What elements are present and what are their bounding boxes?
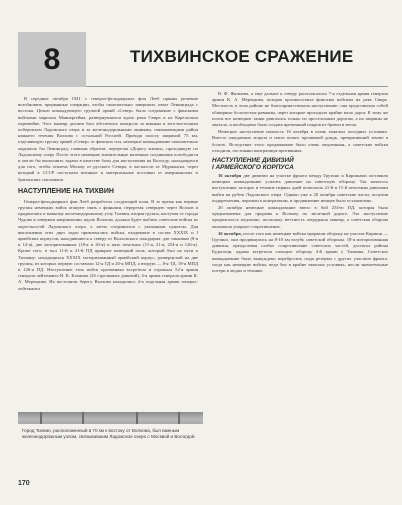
- photo-detail: [40, 412, 42, 424]
- page-number: 170: [18, 480, 30, 487]
- date-lead-2: 16 октября,: [218, 230, 242, 236]
- subheading-line-1: НАСТУПЛЕНИЕ ДИВИЗИЙ: [212, 157, 294, 165]
- subheading-line-2: I АРМЕЙСКОГО КОРПУСА: [212, 164, 294, 172]
- right-paragraph-5: [212, 231, 388, 274]
- left-column: [18, 96, 198, 293]
- right-paragraph-4: 20 октября немецкое командование ввело в бой 254-ю ПД, которая была предназначена для прорыва к Волхову по железной дороге. Это наступление продвигалось медленно, поскольку местность затрудняла маневр, а советская оборона оказывала упорное сопротивление.: [212, 205, 388, 229]
- tikhvin-photo: [18, 412, 203, 424]
- subheading: [212, 157, 388, 171]
- right-paragraph-3-text: две дивизии на участке фронта между Грузино и Киришами заставили немецкое командование усилить давление на советскую оборону. Так началось наступление, которое в течение первых дней позволило 21-й и 11-й пехотным дивизиям выйти на рубеж Ладожского озера. Однако уже к 20 октября советские части, получив подкрепления, перешли к контратакам, и продвижение немцев было остановлено.: [212, 173, 388, 203]
- right-paragraph-1: В. Ф. Яковлева, а еще дальше к северу располагались 7-я отдельная армия генерала армии К. А. Мерецкова, которая противостояла финским войскам на реке Свирь. Местность в этом районе не благоприятствовала наступлению: она представляла собой обширные болотистые равнины, через которые проходило крайне мало дорог. К тому же почти все немецкие танки двигались только по проселочным дорогам, а их ширины не хватало, и необходимо было создать временный покров из бревен и веток.: [212, 91, 388, 128]
- right-paragraph-3: [212, 173, 388, 204]
- intro-paragraph: В середине октября 1941 г. генерал-фельдмаршал фон Лееб принял решение возобновить прерванные операции, чтобы окончательно завершить охват Ленинграда с востока. Целью командующего группой армий «Север» было соединение с финскими войсками маршала Маннергейма, развернувшихся вдоль реки Свирь и на Карельском перешейке. Этот маневр должен был обеспечить контроль за южным и юго-восточным побережьем Ладожского озера и за железнодорожными линиями, связывающими район нижнего течения Волхова с остальной Россией. Проводя полосу шириной 75 км, отделяющую группу армий «Север» от финских сил, немецкое командование окончательно окружило бы Ленинград, главным образом, перерезая «Дорогу жизни», проходящую по Ладожскому озеру. После этого немецкие значительные наземные соединения освободятся и могли бы выполнить задачи в качестве базы для наступления на Вологду, находящуюся для того, чтобы отвлечь Москву от русского Севера, в частности от Мурманска, через который в СССР поступали военные и материальные поставки от американских и британских союзников.: [18, 96, 198, 182]
- section-heading: НАСТУПЛЕНИЕ НА ТИХВИН: [18, 187, 114, 195]
- date-lead-1: 16 октября: [218, 173, 242, 179]
- chapter-number-box: [18, 32, 86, 87]
- photo-caption: Город Тихвин, расположенный в 70 км к востоку от Волхова, был важным железнодорожным узлом, связывавшим Ладожское озеро с Москвой и Вологдой.: [22, 428, 196, 439]
- photo-detail: [136, 412, 138, 424]
- chapter-number: 8: [43, 43, 61, 76]
- photo-detail: [82, 412, 84, 424]
- header-rule: [86, 86, 388, 87]
- right-paragraph-2: Немецкое наступление началось 16 октября в очень тяжелых погодных условиях. Вместо ожидаемых мороза и снега пошел проливной дождь, превративший землю в болото. Вследствие этого продвижение было очень медленным, а советские войска отходили, постоянно контратакуя противника.: [212, 129, 388, 153]
- right-paragraph-5-text: после того как немецкие войска прорвали оборону на участке Кириши — Грузино, они продвинулись на 8-10 км вглубь советской обороны. 18-я моторизованная дивизия, преодолевая слабое сопротивление советских частей, достигла района Будогощи, однако встретила сильную оборону 4-й армии у Тихвина. Советское командование было вынуждено перебросить сюда резервы с других участков фронта, тогда как немецкие войска, ведя бои в крайне тяжелых условиях, несли значительные потери в людях и технике.: [212, 230, 388, 274]
- photo-detail: [178, 412, 180, 424]
- body-paragraph: Генерал-фельдмаршал фон Лееб разработал следующий план. В то время как первые группы немецких войск атакуют связь с финнами, перерезая северную через Волхов и продвигаясь к важному железнодорожному узлу Тихвин, вторая группа, наступая от города Чудово в северном направлении, вдоль Волхова, должна будет выбить советские войска из окрестностей Ладожского озера, а затем соединиться с указанным пунктом. Для выполнения этих двух задач привлекались войска, входившие в состав XXXIX и I армейских корпусов, находившиеся к северу от Волховского плацдарма: две танковые (8-я и 12-я), две моторизованные (18-я и 20-я) и пять пехотных (11-я, 21-я, 254-я и 126-я). Кроме того, в тыл 11-й и 21-й ПД прикрыт немецкий полк, который был на пути к Тихвину: находящихся XXXIX моторизованный армейский корпус, развернутый на две группы, из которых первую составили 12-я ТД и 20-я МПД, а вторую — 8-я ТД, 18-я МПД и 126-я ПД. Наступление этих войск противника встретила и отражала 52-я армия генерала-лейтенанта Н. К. Клыкова (26 стрелковых дивизий), 4-я армия генерала армии К. А. Мерецкова. На восточном берегу Волхова находились 4-я отдельная армия генерал-лейтенанта: [18, 198, 198, 291]
- right-column: [212, 91, 388, 275]
- chapter-title: ТИХВИНСКОЕ СРАЖЕНИЕ: [130, 47, 354, 66]
